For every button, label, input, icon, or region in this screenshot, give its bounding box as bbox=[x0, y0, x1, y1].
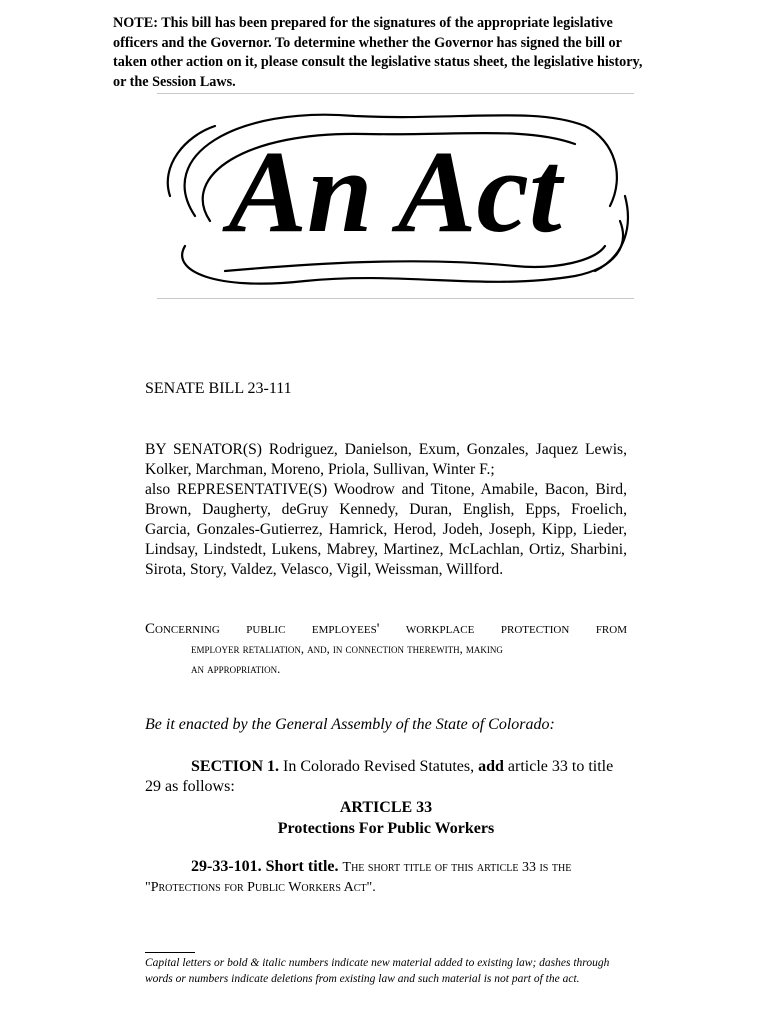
short-title-section bbox=[145, 857, 627, 898]
sponsor-line: Brown, Daugherty, deGruy Kennedy, Duran, English, Epps, Froelich, bbox=[145, 501, 627, 518]
section-label: SECTION 1. bbox=[191, 758, 280, 775]
sponsor-line: Sirota, Story, Valdez, Velasco, Vigil, Weissman, Willford. bbox=[145, 561, 504, 578]
an-act-banner bbox=[155, 96, 635, 296]
section-text: In Colorado Revised Statutes, bbox=[283, 758, 475, 775]
enacting-clause: Be it enacted by the General Assembly of the State of Colorado: bbox=[145, 716, 555, 733]
article-title: Protections For Public Workers bbox=[277, 820, 495, 837]
section-1 bbox=[145, 757, 627, 797]
sponsor-line: also REPRESENTATIVE(S) Woodrow and Titone, Amabile, Bacon, Bird, bbox=[145, 481, 627, 498]
concerning-line: Concerning public employees' workplace protection from bbox=[145, 621, 627, 637]
concerning-line: employer retaliation, and, in connection therewith, making bbox=[191, 642, 503, 656]
sponsors-block bbox=[145, 440, 627, 580]
section-text: article 33 to title bbox=[507, 758, 614, 775]
legislative-note: NOTE: This bill has been prepared for the signatures of the appropriate legislative officers and the Governor. To determine whether the Governor has signed the bill or taken other action on it, please consult the legislative status sheet, the legislative history, or the Session Laws. bbox=[113, 15, 643, 90]
banner-top-rule bbox=[157, 93, 634, 94]
section-text: 29 as follows: bbox=[145, 778, 235, 795]
sponsor-line: Kolker, Marchman, Moreno, Priola, Sullivan, Winter F.; bbox=[145, 461, 495, 478]
short-title-text: The short title of this article 33 is the bbox=[342, 860, 572, 875]
section-number: 29-33-101. bbox=[191, 858, 262, 875]
banner-bottom-rule bbox=[157, 298, 634, 299]
sponsor-line: Garcia, Gonzales-Gutierrez, Hamrick, Herod, Jodeh, Joseph, Kipp, Lieder, bbox=[145, 521, 627, 538]
article-number: ARTICLE 33 bbox=[339, 799, 433, 816]
an-act-title: An Act bbox=[228, 126, 562, 257]
sponsor-line: BY SENATOR(S) Rodriguez, Danielson, Exum, Gonzales, Jaquez Lewis, bbox=[145, 441, 627, 458]
concerning-clause bbox=[145, 619, 627, 679]
section-keyword: add bbox=[478, 758, 504, 775]
sponsor-line: Lindsay, Lindstedt, Lukens, Mabrey, Martinez, McLachlan, Ortiz, Sharbini, bbox=[145, 541, 627, 558]
concerning-line: an appropriation. bbox=[191, 662, 281, 676]
section-heading: Short title. bbox=[265, 858, 339, 875]
footnote-rule bbox=[145, 952, 195, 953]
footnote: Capital letters or bold & italic numbers indicate new material added to existing law; dashes through words or numbers indicate deletions from existing law and such material is not part of the act. bbox=[145, 957, 610, 985]
article-heading bbox=[145, 797, 627, 839]
bill-number: SENATE BILL 23-111 bbox=[145, 380, 292, 397]
short-title-text: "Protections for Public Workers Act". bbox=[145, 880, 376, 895]
